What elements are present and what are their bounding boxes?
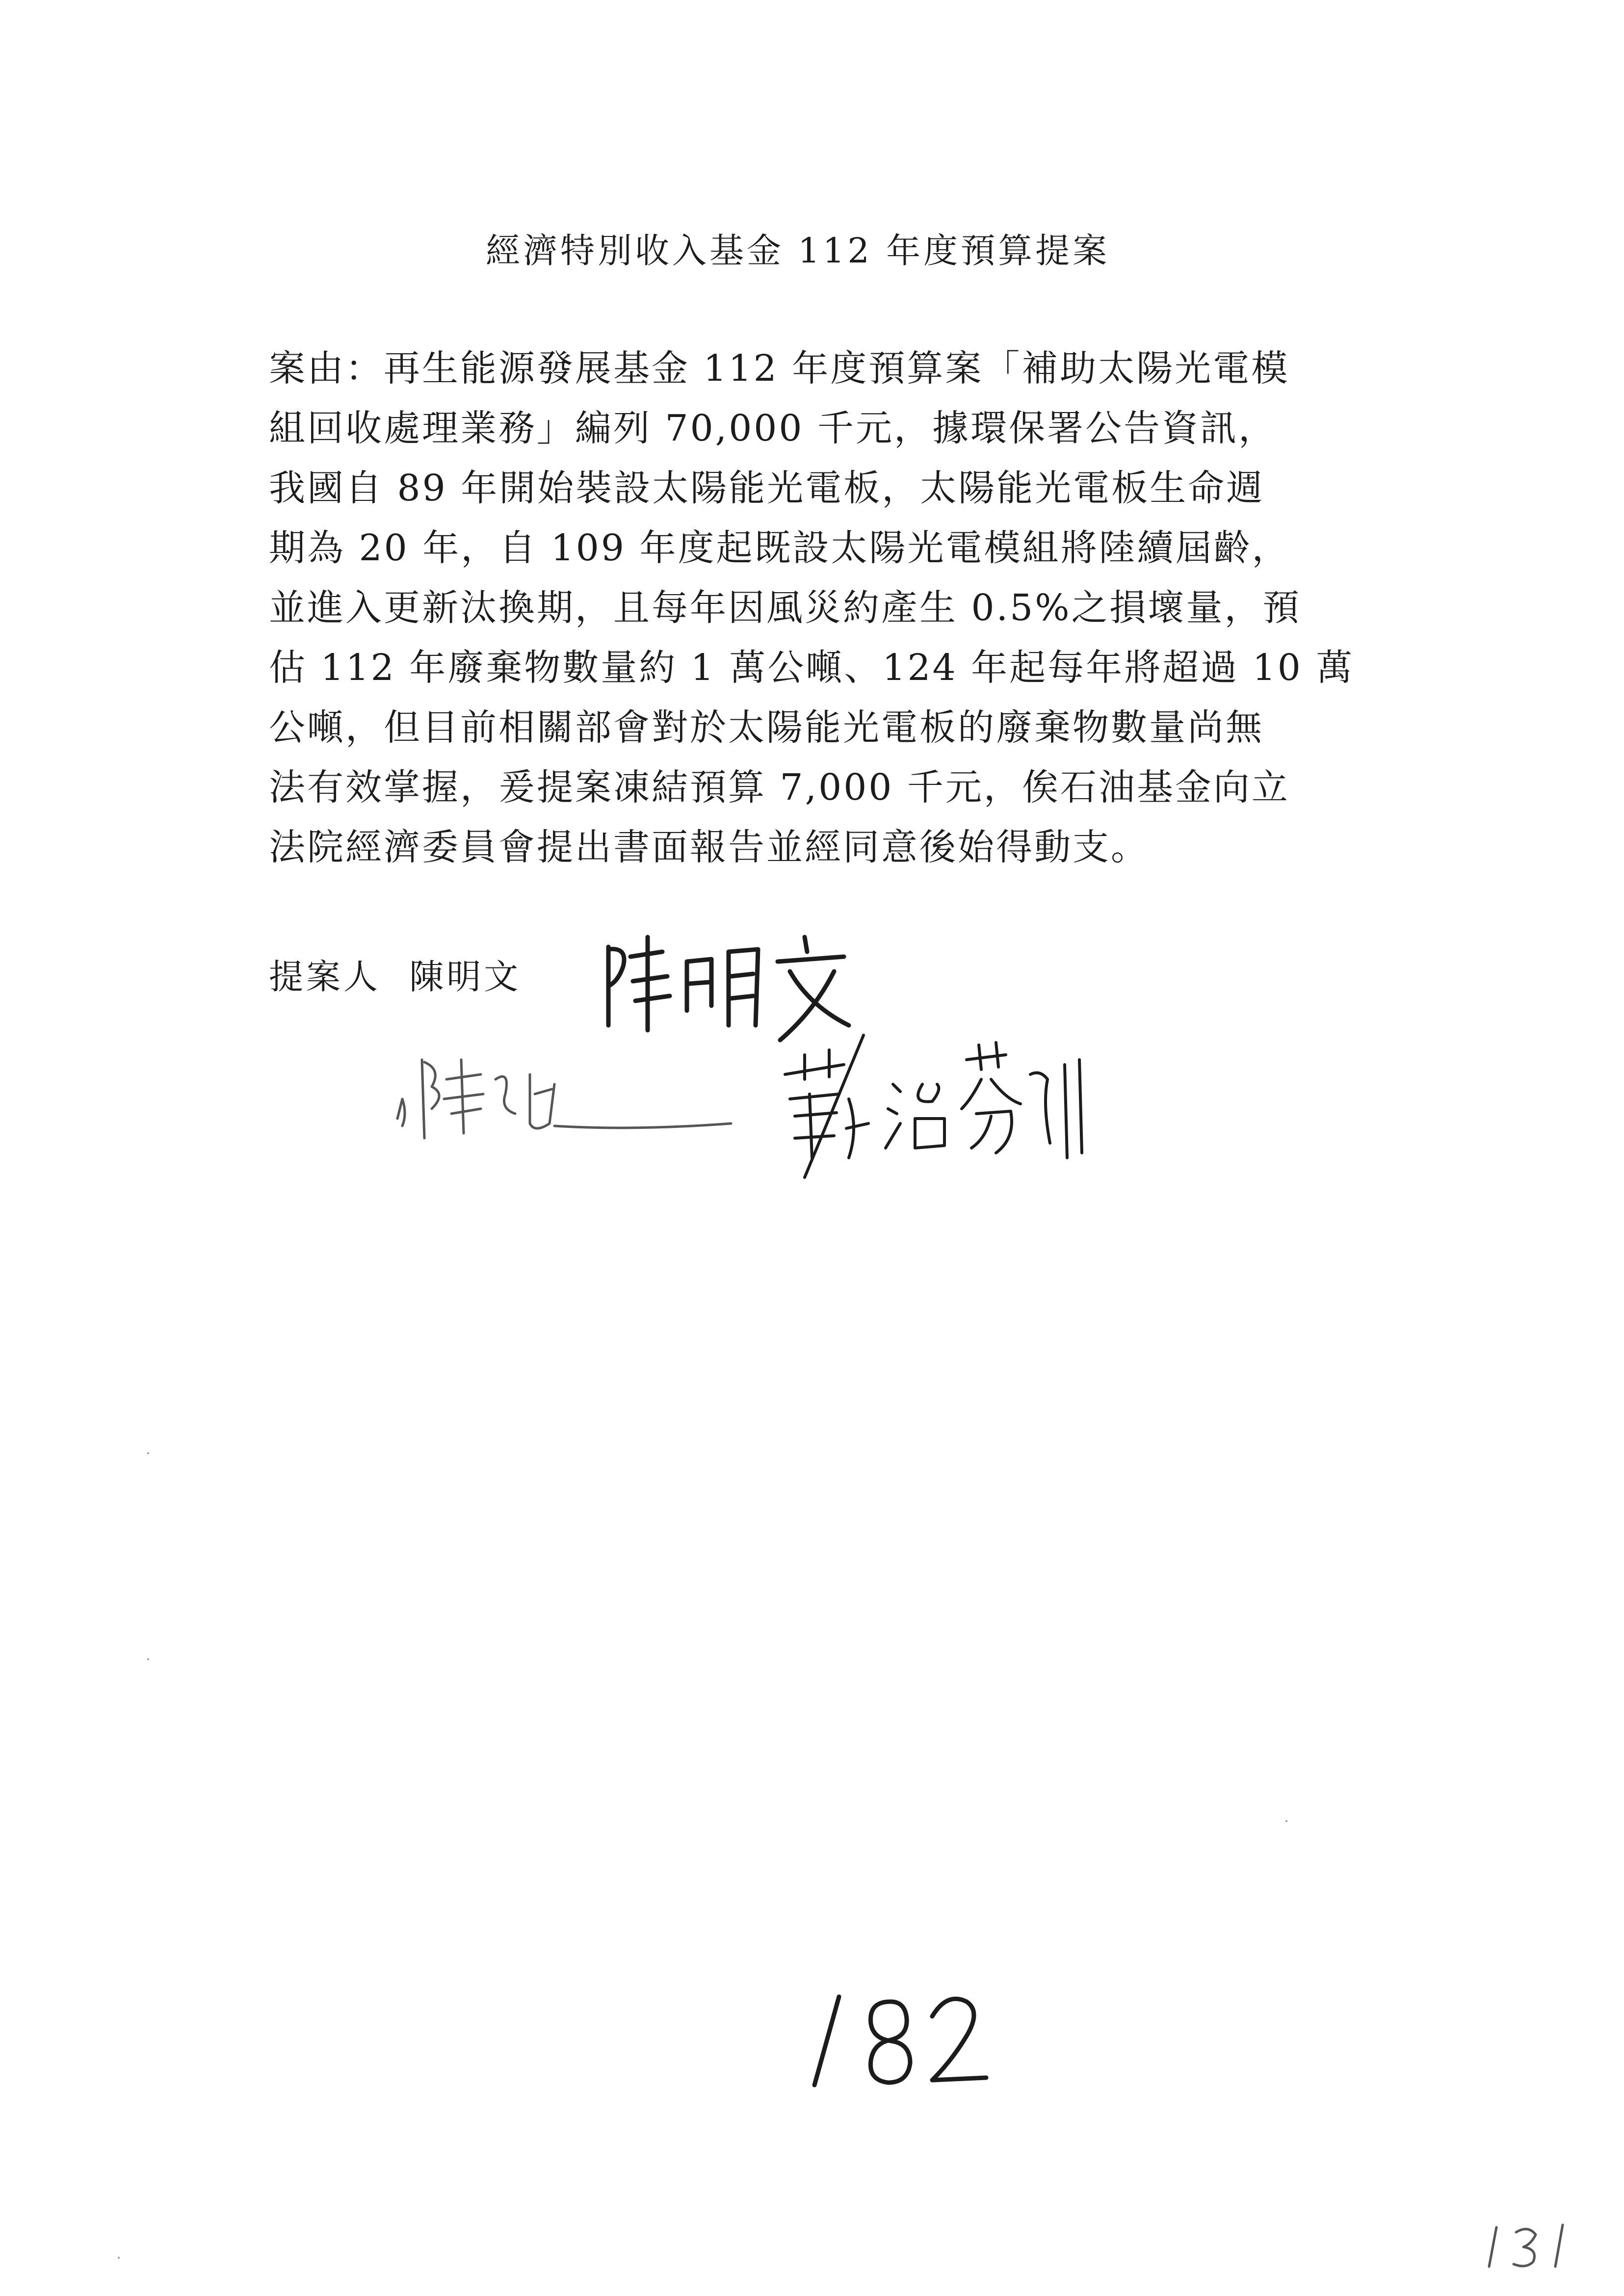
body-line: 並進入更新汰換期，且每年因風災約產生 0.5%之損壞量，預 bbox=[269, 587, 1301, 629]
proposer-line bbox=[269, 949, 521, 999]
body-line: 期為 20 年，自 109 年度起既設太陽光電模組將陸續屆齡， bbox=[269, 527, 1290, 569]
body-line: 法有效掌握，爰提案凍結預算 7,000 千元，俟石油基金向立 bbox=[269, 766, 1290, 809]
body-line: 公噸，但目前相關部會對於太陽能光電板的廢棄物數量尚無 bbox=[269, 706, 1264, 749]
body-line: 我國自 89 年開始裝設太陽能光電板，太陽能光電板生命週 bbox=[269, 467, 1265, 509]
scan-speck bbox=[147, 1658, 149, 1660]
handwritten-corner-number bbox=[1482, 2218, 1580, 2273]
document-title: 經濟特別收入基金 112 年度預算提案 bbox=[486, 231, 1110, 271]
signature-su-chihfen bbox=[775, 1030, 1099, 1187]
signature-chen-oupo bbox=[388, 1040, 741, 1148]
body-line: 法院經濟委員會提出書面報告並經同意後始得動支。 bbox=[269, 826, 1149, 868]
proposer-label: 提案人 bbox=[269, 957, 381, 997]
handwritten-page-number bbox=[785, 1982, 1001, 2097]
document-body bbox=[269, 339, 1407, 877]
scan-speck bbox=[1285, 1820, 1287, 1822]
proposer-name: 陳明文 bbox=[409, 957, 522, 997]
scan-speck bbox=[147, 1452, 149, 1454]
body-line: 估 112 年廢棄物數量約 1 萬公噸、124 年起每年將超過 10 萬 bbox=[269, 647, 1355, 689]
body-line: 案由：再生能源發展基金 112 年度預算案「補助太陽光電模 bbox=[269, 347, 1290, 390]
scan-speck bbox=[118, 2257, 120, 2259]
body-line: 組回收處理業務」編列 70,000 千元，據環保署公告資訊， bbox=[269, 407, 1277, 449]
